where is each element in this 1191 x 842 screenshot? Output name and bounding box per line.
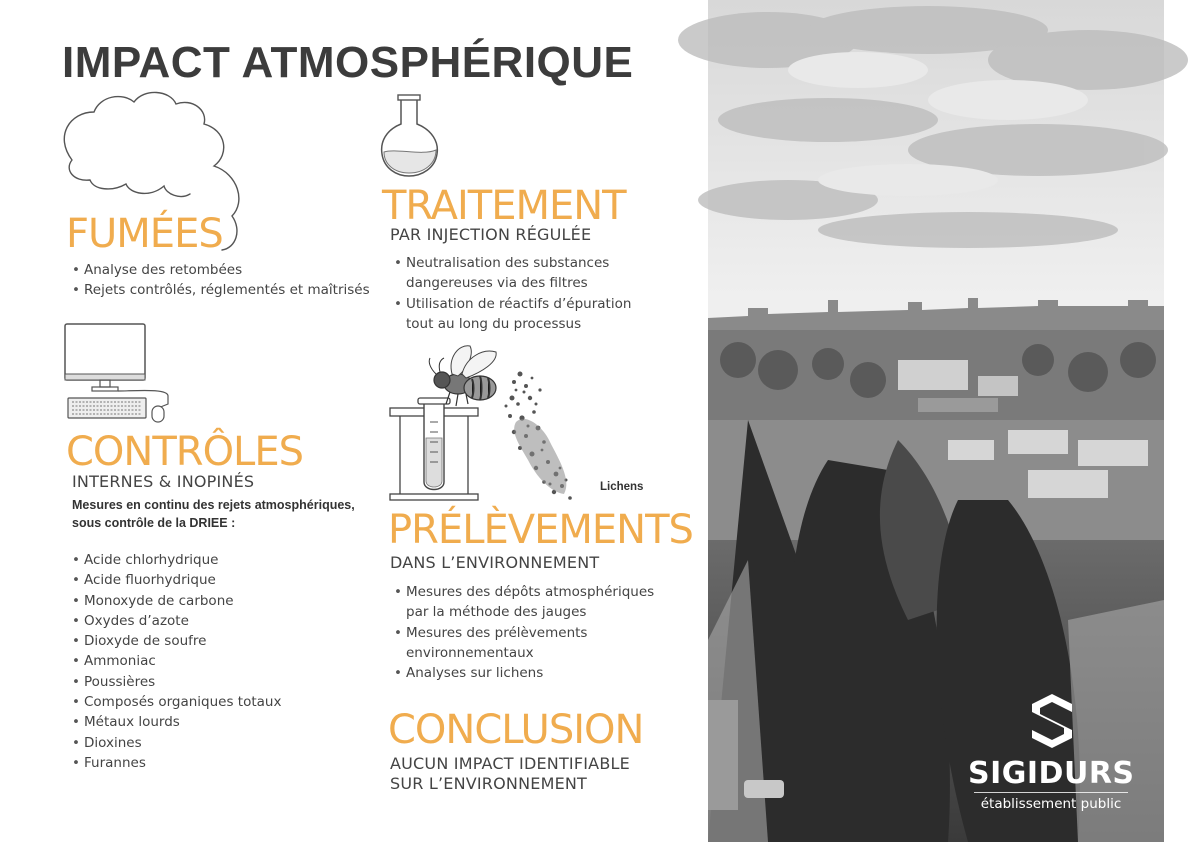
list-item-line: par la méthode des jauges bbox=[406, 604, 587, 621]
list-item-line: tout au long du processus bbox=[406, 315, 582, 332]
list-item-line: Mesures des prélèvements bbox=[406, 624, 588, 641]
list-item: • Poussières bbox=[70, 672, 281, 692]
list-item-line: Analyses sur lichens bbox=[406, 665, 544, 682]
controles-subtitle: INTERNES & INOPINÉS bbox=[72, 472, 255, 491]
computer-icon bbox=[64, 322, 176, 422]
list-item: • Composés organiques totaux bbox=[70, 692, 281, 712]
sigidurs-s-icon bbox=[1030, 692, 1074, 750]
logo-tagline: établissement public bbox=[980, 796, 1122, 812]
landscape-photo bbox=[708, 0, 1164, 842]
lichens-label: Lichens bbox=[600, 481, 644, 493]
list-item bbox=[392, 582, 654, 623]
controles-title: CONTRÔLES bbox=[66, 429, 303, 475]
fumees-title: FUMÉES bbox=[66, 211, 223, 257]
list-item: • Dioxines bbox=[70, 733, 281, 753]
prelevements-title: PRÉLÈVEMENTS bbox=[388, 507, 693, 553]
list-item bbox=[392, 253, 631, 294]
list-item: • Acide fluorhydrique bbox=[70, 570, 281, 590]
bee-test-tube-icon bbox=[386, 342, 600, 508]
fumees-list bbox=[70, 260, 370, 301]
conclusion-title: CONCLUSION bbox=[388, 707, 644, 753]
list-item: • Furannes bbox=[70, 753, 281, 773]
list-item: • Rejets contrôlés, réglementés et maîtrisés bbox=[70, 280, 370, 300]
flask-icon bbox=[378, 94, 442, 178]
controles-note-2: sous contrôle de la DRIEE : bbox=[72, 516, 236, 530]
traitement-subtitle: PAR INJECTION RÉGULÉE bbox=[390, 225, 592, 244]
list-item: • Dioxyde de soufre bbox=[70, 631, 281, 651]
list-item: • Ammoniac bbox=[70, 651, 281, 671]
prelevements-list bbox=[392, 582, 654, 683]
list-item: • Oxydes d’azote bbox=[70, 611, 281, 631]
list-item: • Monoxyde de carbone bbox=[70, 591, 281, 611]
list-item: • Acide chlorhydrique bbox=[70, 550, 281, 570]
logo-divider bbox=[974, 792, 1128, 793]
list-item bbox=[392, 623, 654, 664]
list-item-line: dangereuses via des filtres bbox=[406, 275, 588, 292]
page-title: IMPACT ATMOSPHÉRIQUE bbox=[62, 38, 634, 87]
controles-note-1: Mesures en continu des rejets atmosphériques, bbox=[72, 498, 355, 512]
list-item-line: Utilisation de réactifs d’épuration bbox=[406, 295, 632, 312]
list-item bbox=[392, 663, 654, 683]
list-item-line: environnementaux bbox=[406, 644, 534, 661]
controles-list bbox=[70, 550, 281, 773]
conclusion-line-1: AUCUN IMPACT IDENTIFIABLE bbox=[390, 754, 630, 773]
prelevements-subtitle: DANS L’ENVIRONNEMENT bbox=[390, 553, 600, 572]
list-item: • Métaux lourds bbox=[70, 712, 281, 732]
traitement-list bbox=[392, 253, 631, 334]
list-item-line: Neutralisation des substances bbox=[406, 255, 610, 271]
logo-name: SIGIDURS bbox=[968, 756, 1135, 791]
list-item-line: Mesures des dépôts atmosphériques bbox=[406, 584, 655, 600]
list-item: • Analyse des retombées bbox=[70, 260, 370, 280]
conclusion-line-2: SUR L’ENVIRONNEMENT bbox=[390, 774, 588, 793]
traitement-title: TRAITEMENT bbox=[382, 183, 626, 229]
list-item bbox=[392, 294, 631, 335]
